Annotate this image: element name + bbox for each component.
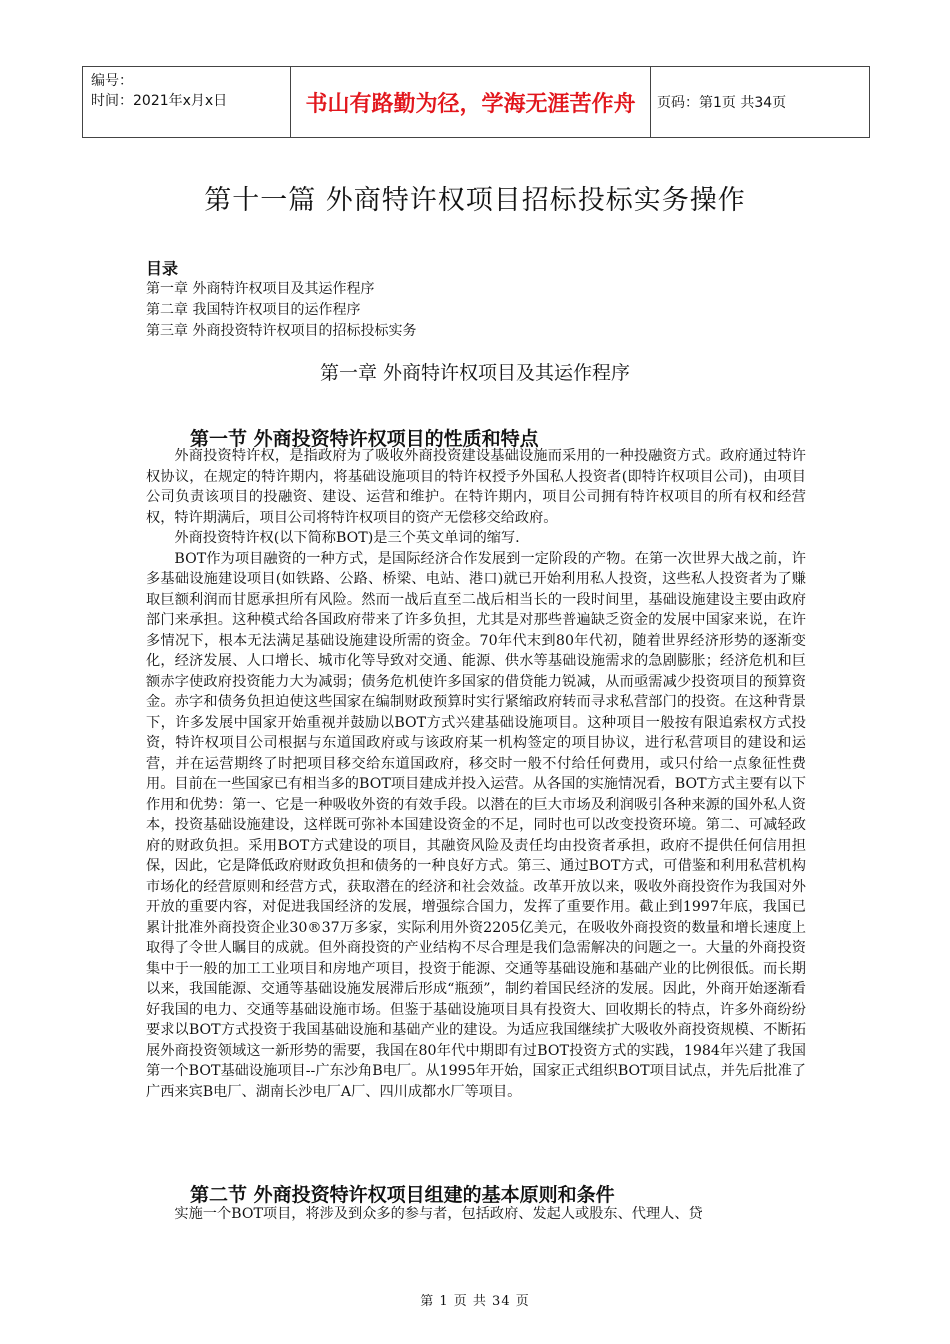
- paragraph: 外商投资特许权(以下简称BOT)是三个英文单词的缩写.: [174, 530, 520, 546]
- toc-heading: 目录: [146, 259, 179, 278]
- page-info: 页码：第1页 共34页: [657, 95, 787, 111]
- header-motto-cell: [291, 67, 651, 137]
- table-of-contents: [146, 258, 416, 342]
- motto-text: 书山有路勤为径，学海无涯苦作舟: [305, 91, 636, 117]
- header-page-cell: [651, 67, 869, 137]
- chapter-title: 第一章 外商特许权项目及其运作程序: [319, 362, 631, 384]
- section-body: [146, 446, 806, 1102]
- section-title: 第一节 外商投资特许权项目的性质和特点: [190, 428, 539, 450]
- time-label: 时间：2021年x月x日: [91, 93, 228, 109]
- header-table: [82, 66, 870, 138]
- section-body: [146, 1204, 806, 1225]
- paragraph: BOT作为项目融资的一种方式，是国际经济合作发展到一定阶段的产物。在第一次世界大战之前，许多基础设施建设项目(如铁路、公路、桥梁、电站、港口)就已开始利用私人投资，这些私人投资者为了赚取巨额利润而甘愿承担所有风险。然而一战后直至二战后相当长的一段时间里，基础设施建设主要由政府部门来承担。这种模式给各国政府带来了许多负担，尤其是对那些普遍缺乏资金的发展中国家来说，在许多情况下，根本无法满足基础设施建设所需的资金。70年代末到80年代初，随着世界经济形势的逐渐变化，经济发展、人口增长、城市化等导致对交通、能源、供水等基础设施需求的急剧膨胀；经济危机和巨额赤字使政府投资能力大为减弱；债务危机使许多国家的借贷能力锐减，从而亟需减少投资项目的预算资金。赤字和债务负担迫使这些国家在编制财政预算时实行紧缩政府转而寻求私营部门的投资。在这种背景下，许多发展中国家开始重视并鼓励以BOT方式兴建基础设施项目。这种项目一般按有限追索权方式投资，特许权项目公司根据与东道国政府或与该政府某一机构签定的项目协议，进行私营项目的建设和运营，并在运营期终了时把项目移交给东道国政府，移交时一般不付给任何费用，或只付给一点象征性费用。目前在一些国家已有相当多的BOT项目建成并投入运营。从各国的实施情况看，BOT方式主要有以下作用和优势：第一、它是一种吸收外资的有效手段。以潜在的巨大市场及利润吸引各种来源的国外私人资本，投资基础设施建设，这样既可弥补本国建设资金的不足，同时也可以改变投资环境。第二、可减轻政府的财政负担。采用BOT方式建设的项目，其融资风险及责任均由投资者承担，政府不提供任何信用担保，因此，它是降低政府财政负担和债务的一种良好方式。第三、通过BOT方式，可借鉴和利用私营机构市场化的经营原则和经营方式，获取潜在的经济和社会效益。改革开放以来，吸收外商投资作为我国对外开放的重要内容，对促进我国经济的发展，增强综合国力，发挥了重要作用。截止到1997年底，我国已累计批准外商投资企业30®37万多家，实际利用外资2205亿美元，在吸收外商投资的数量和增长速度上取得了令世人瞩目的成就。但外商投资的产业结构不尽合理是我们急需解决的问题之一。大量的外商投资集中于一般的加工工业项目和房地产项目，投资于能源、交通等基础设施和基础产业的比例很低。而长期以来，我国能源、交通等基础设施发展滞后形成“瓶颈”，制约着国民经济的发展。因此，外商开始逐渐看好我国的电力、交通等基础设施市场。但鉴于基础设施项目具有投资大、回收期长的特点，许多外商纷纷要求以BOT方式投资于我国基础设施和基础产业的建设。为适应我国继续扩大吸收外商投资规模、不断拓展外商投资领域这一新形势的需要，我国在80年代中期即有过BOT投资方式的实践，1984年兴建了我国第一个BOT基础设施项目--广东沙角B电厂。从1995年开始，国家正式组织BOT项目试点，并先后批准了广西来宾B电厂、湖南长沙电厂A厂、四川成都水厂等项目。: [146, 550, 806, 1100]
- paragraph: 实施一个BOT项目，将涉及到众多的参与者，包括政府、发起人或股东、代理人、贷: [174, 1206, 703, 1222]
- toc-item: 第一章 外商特许权项目及其运作程序: [146, 281, 375, 297]
- document-title: 第十一篇 外商特许权项目招标投标实务操作: [204, 185, 746, 216]
- toc-item: 第二章 我国特许权项目的运作程序: [146, 302, 361, 318]
- toc-item: 第三章 外商投资特许权项目的招标投标实务: [146, 323, 417, 339]
- section-title: 第二节 外商投资特许权项目组建的基本原则和条件: [190, 1184, 615, 1206]
- page-footer: 第 1 页 共 34 页: [420, 1294, 530, 1309]
- code-label: 编号：: [91, 73, 133, 89]
- header-left-cell: [83, 67, 291, 137]
- paragraph: 外商投资特许权，是指政府为了吸收外商投资建设基础设施而采用的一种投融资方式。政府通过特许权协议，在规定的特许期内，将基础设施项目的特许权授予外国私人投资者(即特许权项目公司)，由项目公司负责该项目的投融资、建设、运营和维护。在特许期内，项目公司拥有特许权项目的所有权和经营权，特许期满后，项目公司将特许权项目的资产无偿移交给政府。: [146, 448, 806, 526]
